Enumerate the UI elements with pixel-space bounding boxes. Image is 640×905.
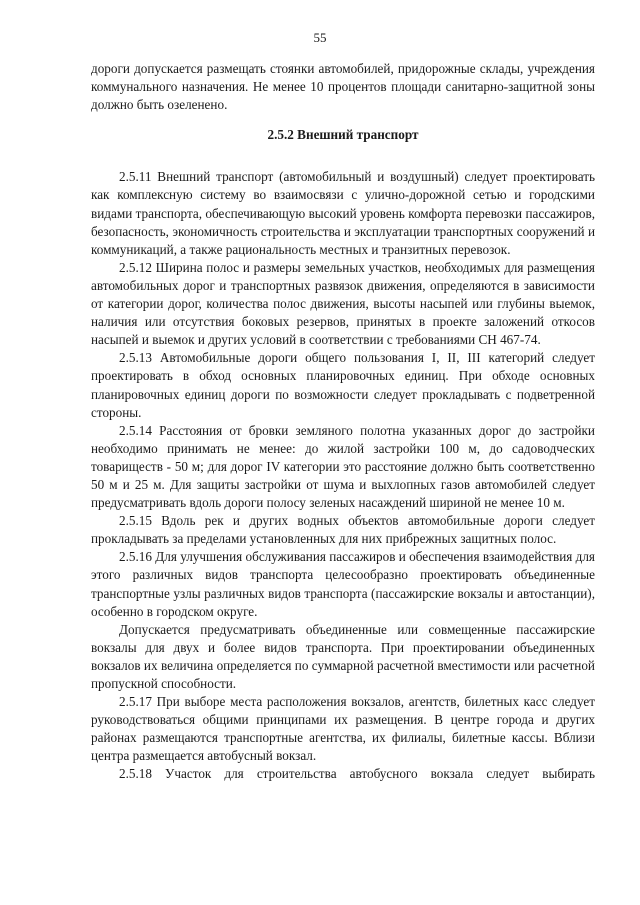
paragraph-2-5-14: 2.5.14 Расстояния от бровки земляного полотна указанных дорог до застройки необходимо принимать не менее: до жилой застройки 100 м, до садоводческих товариществ - 50 м; для дорог IV категории это расстояние должно быть соответственно 50 м и 25 м. Для защиты застройки от шума и выхлопных газов автомобилей следует предусматривать вдоль дороги полосу зеленых насаждений шириной не менее 10 м. <box>91 422 595 511</box>
paragraph-2-5-18: 2.5.18 Участок для строительства автобусного вокзала следует выбирать <box>119 766 595 782</box>
paragraph-continuation: дороги допускается размещать стоянки автомобилей, придорожные склады, учреждения коммунального назначения. Не менее 10 процентов площади санитарно-защитной зоны должно быть озеленено. <box>91 61 595 113</box>
paragraph-2-5-13: 2.5.13 Автомобильные дороги общего пользования I, II, III категорий следует проектировать в обход основных планировочных единиц. При обходе основных планировочных единиц дороги по возможности следует прокладывать с подветренной стороны. <box>91 350 595 420</box>
paragraph-allowance: Допускается предусматривать объединенные или совмещенные пассажирские вокзалы для двух и более видов транспорта. При проектировании объединенных вокзалов их величина определяется по суммарной расчетной вместимости или расчетной пропускной способности. <box>91 621 595 691</box>
page-number: 55 <box>313 30 327 45</box>
section-heading: 2.5.2 Внешний транспорт <box>267 127 419 143</box>
paragraph-2-5-12: 2.5.12 Ширина полос и размеры земельных участков, необходимых для размещения автомобильных дорог и транспортных развязок движения, определяются в зависимости от категории дорог, количества полос движения, высоты насыпей или глубины выемок, наличия или отсутствия боковых резервов, принятых в проекте заложений откосов насыпей и выемок и других условий в соответствии с требованиями СН 467-74. <box>91 259 595 348</box>
paragraph-2-5-11: 2.5.11 Внешний транспорт (автомобильный и воздушный) следует проектировать как комплексную систему во взаимосвязи с улично-дорожной сетью и городскими видами транспорта, обеспечивающую высокий уровень комфорта перевозки пассажиров, безопасность, экономичность строительства и эксплуатации транспортных сооружений и коммуникаций, а также рациональность местных и транзитных перевозок. <box>91 169 595 257</box>
document-body <box>91 60 595 784</box>
paragraph-2-5-16: 2.5.16 Для улучшения обслуживания пассажиров и обеспечения взаимодействия для этого различных видов транспорта целесообразно проектировать объединенные транспортные узлы различных видов транспорта (пассажирские вокзалы и автостанции), особенно в городском округе. <box>91 549 595 619</box>
paragraph-2-5-15: 2.5.15 Вдоль рек и других водных объектов автомобильные дороги следует прокладывать за пределами установленных для них прибрежных защитных полос. <box>91 513 595 547</box>
paragraph-2-5-17: 2.5.17 При выборе места расположения вокзалов, агентств, билетных касс следует руководствоваться общими принципами их размещения. В центре города и других районах размещаются транспортные агентства, их филиалы, билетные кассы. Вблизи центра размещается автобусный вокзал. <box>91 694 595 764</box>
